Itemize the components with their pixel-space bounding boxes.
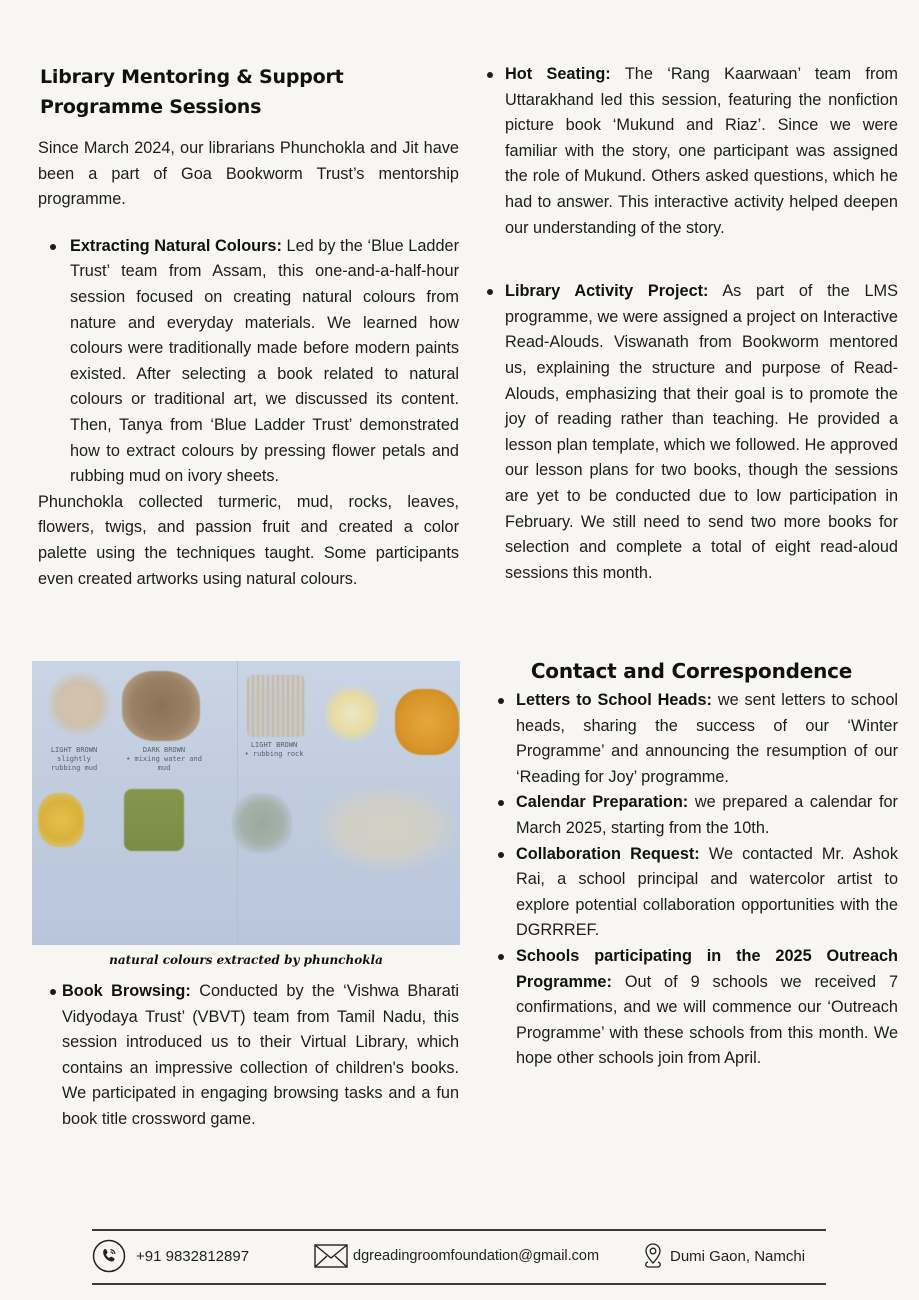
bullet-text: we prepared a calendar for March 2025, starting from the 10th. xyxy=(516,793,898,837)
swatch-pale-yellow xyxy=(322,686,382,741)
photo-caption: natural colours extracted by phunchokla xyxy=(109,953,383,967)
bullet-library-activity xyxy=(485,279,898,586)
footer-bottom-rule xyxy=(92,1283,826,1285)
right-column xyxy=(485,62,898,586)
bullet-extracting-colours xyxy=(38,234,459,490)
bullet-text: Conducted by the ‘Vishwa Bharati Vidyodaya Trust’ (VBVT) team from Tamil Nadu, this session introduced us to their Virtual Library, which contains an impressive collection of children's books. We participated in engaging browsing tasks and a fun book title crossword game. xyxy=(62,982,459,1128)
swatch-yellow-flower xyxy=(38,793,84,847)
natural-colours-photo xyxy=(32,661,460,945)
swatch-turmeric xyxy=(395,689,459,755)
bullet-title: Schools participating in the 2025 Outreach Programme: xyxy=(516,946,898,991)
label-3: LIGHT BROWN • rubbing rock xyxy=(244,741,304,758)
mentoring-bullet-list xyxy=(38,234,459,490)
bullet-title: Hot Seating: xyxy=(505,65,611,83)
bullet-title: Collaboration Request: xyxy=(516,844,700,863)
swatch-rock xyxy=(247,675,305,737)
footer-top-rule xyxy=(92,1229,826,1231)
map-pin-icon xyxy=(643,1242,663,1270)
footer-email[interactable] xyxy=(314,1236,599,1276)
email-address: dgreadingroomfoundation@gmail.com xyxy=(353,1248,600,1264)
swatch-leaf-green xyxy=(124,789,184,851)
footer-location[interactable] xyxy=(643,1236,805,1276)
bullet-title: Letters to School Heads: xyxy=(516,691,712,709)
intro-paragraph: Since March 2024, our librarians Phunchokla and Jit have been a part of Goa Bookworm Trust’s mentorship programme. xyxy=(38,139,459,209)
bullet-text: As part of the LMS programme, we were assigned a project on Interactive Read-Alouds. Viswanath from Bookworm mentored us, explaining the structure and purpose of Read-Alouds, emphasizing that their goal is to promote the joy of reading rather than teaching. He provided a lesson plan template, which we followed. He approved our lesson plans for two books, though the sessions are yet to be conducted due to low participation in February. We still need to send two more books for selection and complete a total of eight read-aloud sessions this month. xyxy=(505,282,898,582)
phone-number: +91 9832812897 xyxy=(136,1247,250,1265)
left-column-lower xyxy=(38,979,459,1133)
bullet-title: Library Activity Project: xyxy=(505,282,709,301)
bullet-calendar xyxy=(485,790,898,841)
bullet-collaboration xyxy=(485,842,898,944)
contact-section xyxy=(485,656,898,1072)
bullet-book-browsing xyxy=(38,979,459,1133)
swatch-light-brown xyxy=(48,673,110,735)
bullet-title: Book Browsing: xyxy=(62,982,191,1000)
footer-phone[interactable] xyxy=(92,1236,249,1276)
swatch-grey-green xyxy=(232,793,292,853)
book-browsing-list xyxy=(38,979,459,1133)
followup-paragraph: Phunchokla collected turmeric, mud, rocks, leaves, flowers, twigs, and passion fruit and created a color palette using the techniques taught. Some participants even created artworks using natural colours. xyxy=(38,492,459,588)
section-heading-mentoring: Library Mentoring & Support Programme Sessions xyxy=(40,66,344,118)
section-heading-contact: Contact and Correspondence xyxy=(530,659,853,683)
swatch-pale-stain xyxy=(317,786,457,871)
bullet-title: Calendar Preparation: xyxy=(516,793,689,812)
contact-bullet-list xyxy=(485,688,898,1072)
phone-icon xyxy=(92,1239,126,1273)
location-text: Dumi Gaon, Namchi xyxy=(670,1247,806,1265)
bullet-text: Out of 9 schools we received 7 confirmations, and we will commence our ‘Outreach Programme’ with these schools from this month. We hope other schools join from April. xyxy=(516,972,898,1068)
bullet-title: Extracting Natural Colours: xyxy=(70,236,282,255)
bullet-hot-seating xyxy=(485,62,898,241)
label-2: DARK BROWN • mixing water and mud xyxy=(126,746,202,772)
bullet-text: Led by the ‘Blue Ladder Trust’ team from Assam, this one-and-a-half-hour session focused on creating natural colours from nature and everyday materials. We learned how colours were traditionally made before modern paints existed. After selecting a book related to natural colours or traditional art, we discussed its content. Then, Tanya from ‘Blue Ladder Trust’ demonstrated how to extract colours by pressing flower petals and rubbing mud on ivory sheets. xyxy=(70,236,459,486)
bullet-outreach xyxy=(485,944,898,1072)
swatch-dark-brown xyxy=(122,671,200,741)
label-1: LIGHT BROWN slightly rubbing mud xyxy=(50,746,98,772)
bullet-text: We contacted Mr. Ashok Rai, a school principal and watercolor artist to explore potential collaboration opportunities with the DGRRREF. xyxy=(516,844,898,940)
envelope-icon xyxy=(314,1244,348,1268)
bullet-text: we sent letters to school heads, sharing the success of our ‘Winter Programme’ and announcing the resumption of our ‘Reading for Joy’ programme. xyxy=(516,691,898,786)
bullet-text: The ‘Rang Kaarwaan’ team from Uttarakhand led this session, featuring the nonfiction picture book ‘Mukund and Riaz’. Since we were familiar with the story, one participant was assigned the role of Mukund. Others asked questions, which he had to answer. This interactive activity helped deepen our understanding of the story. xyxy=(505,65,898,237)
bullet-letters xyxy=(485,688,898,790)
sessions-bullet-list xyxy=(485,62,898,586)
left-column xyxy=(38,62,459,592)
